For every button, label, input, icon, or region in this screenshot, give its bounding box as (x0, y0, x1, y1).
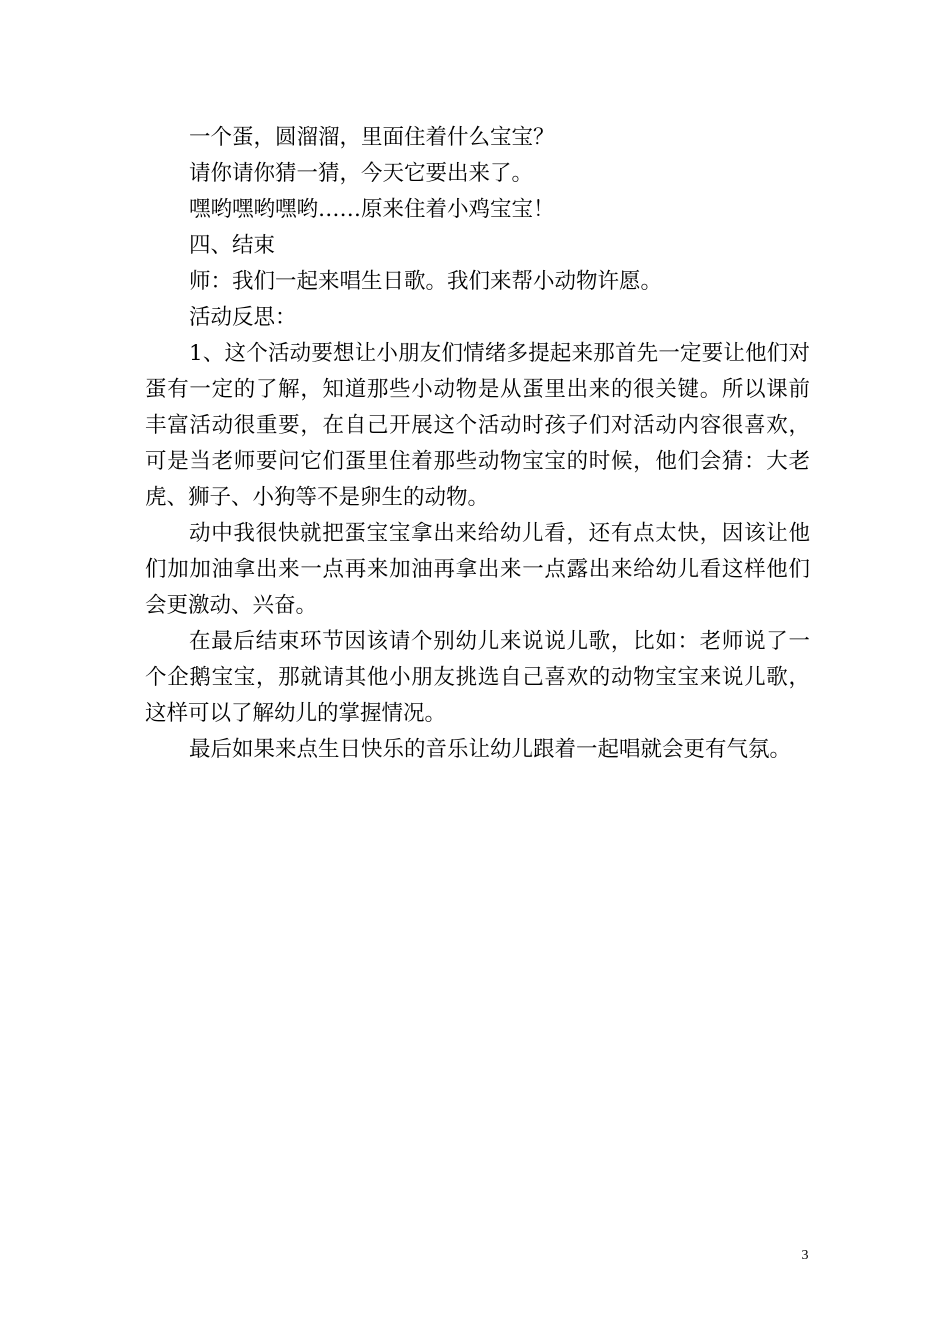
section-heading-end: 四、结束 (189, 233, 276, 258)
reflection-paragraph-2: 动中我很快就把蛋宝宝拿出来给幼儿看，还有点太快，因该让他们加加油拿出来一点再来加油再拿出来一点露出来给幼儿看这样他们会更激动、兴奋。 (145, 521, 810, 618)
reflection-paragraph-3: 在最后结束环节因该请个别幼儿来说说儿歌，比如：老师说了一个企鹅宝宝，那就请其他小朋友挑选自己喜欢的动物宝宝来说儿歌，这样可以了解幼儿的掌握情况。 (145, 629, 810, 726)
page-number: 3 (801, 1248, 809, 1263)
rhyme-line-3: 嘿哟嘿哟嘿哟……原来住着小鸡宝宝！ (189, 197, 555, 222)
reflection-heading: 活动反思： (189, 305, 297, 330)
reflection-paragraph-1: 1、这个活动要想让小朋友们情绪多提起来那首先一定要让他们对蛋有一定的了解，知道那些小动物是从蛋里出来的很关键。所以课前丰富活动很重要，在自己开展这个活动时孩子们对活动内容很喜欢，可是当老师要问它们蛋里住着那些动物宝宝的时候，他们会猜：大老虎、狮子、小狗等不是卵生的动物。 (145, 341, 810, 510)
rhyme-line-2: 请你请你猜一猜，今天它要出来了。 (189, 161, 534, 186)
reflection-paragraph-4: 最后如果来点生日快乐的音乐让幼儿跟着一起唱就会更有气氛。 (189, 737, 792, 762)
document-body (145, 120, 810, 768)
rhyme-line-1: 一个蛋，圆溜溜，里面住着什么宝宝？ (189, 125, 555, 150)
teacher-line: 师：我们一起来唱生日歌。我们来帮小动物许愿。 (189, 269, 663, 294)
